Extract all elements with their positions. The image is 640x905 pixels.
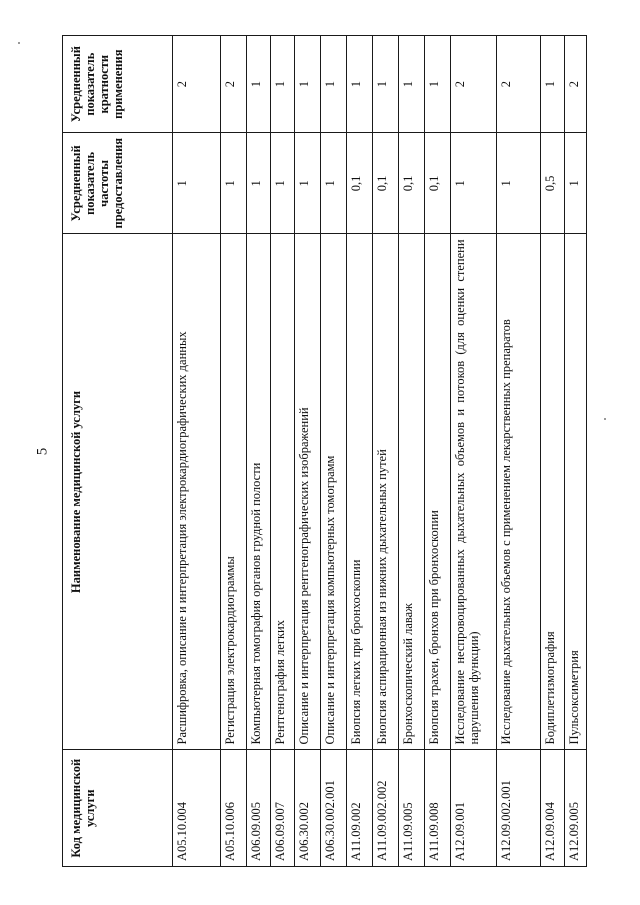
table-row <box>565 36 587 867</box>
service-code: A05.10.006 <box>221 750 247 867</box>
service-name: Биопсия аспирационная из нижних дыхательных путей <box>373 234 399 750</box>
multiplicity-value: 1 <box>373 36 399 133</box>
table-row <box>347 36 373 867</box>
multiplicity-value: 2 <box>221 36 247 133</box>
header-multiplicity: Усредненный показатель кратности применения <box>63 36 173 133</box>
multiplicity-value: 1 <box>347 36 373 133</box>
frequency-value: 1 <box>173 133 221 234</box>
service-code: A11.09.002.002 <box>373 750 399 867</box>
frequency-value: 1 <box>321 133 347 234</box>
multiplicity-value: 1 <box>295 36 321 133</box>
multiplicity-value: 2 <box>565 36 587 133</box>
frequency-value: 1 <box>451 133 497 234</box>
multiplicity-value: 2 <box>497 36 541 133</box>
table-row <box>271 36 295 867</box>
page-number: 5 <box>34 447 51 456</box>
frequency-value: 0,1 <box>399 133 425 234</box>
table-row <box>321 36 347 867</box>
frequency-value: 0,1 <box>347 133 373 234</box>
service-name: Исследование неспровоцированных дыхательных объемов и потоков (для оценки степени нарушения функции) <box>451 234 497 750</box>
service-name: Бронхоскопический лаваж <box>399 234 425 750</box>
table-row <box>497 36 541 867</box>
header-code: Код медицинской услуги <box>63 750 173 867</box>
multiplicity-value: 1 <box>271 36 295 133</box>
service-code: A11.09.008 <box>425 750 451 867</box>
table-row <box>425 36 451 867</box>
service-code: A06.30.002 <box>295 750 321 867</box>
frequency-value: 1 <box>247 133 271 234</box>
service-name: Описание и интерпретация компьютерных томограмм <box>321 234 347 750</box>
service-code: A12.09.004 <box>541 750 565 867</box>
multiplicity-value: 1 <box>321 36 347 133</box>
service-name: Расшифровка, описание и интерпретация электрокардиографических данных <box>173 234 221 750</box>
multiplicity-value: 2 <box>451 36 497 133</box>
service-name: Биопсия легких при бронхоскопии <box>347 234 373 750</box>
service-code: A11.09.002 <box>347 750 373 867</box>
service-code: A12.09.002.001 <box>497 750 541 867</box>
service-name: Компьютерная томография органов грудной полости <box>247 234 271 750</box>
table-row <box>399 36 425 867</box>
table-row <box>373 36 399 867</box>
multiplicity-value: 2 <box>173 36 221 133</box>
table-header-row <box>63 36 173 867</box>
service-name: Исследование дыхательных объемов с применением лекарственных препаратов <box>497 234 541 750</box>
scan-speck <box>18 42 20 44</box>
table-row <box>541 36 565 867</box>
service-code: A12.09.001 <box>451 750 497 867</box>
scan-speck <box>604 418 606 420</box>
service-code: A06.09.005 <box>247 750 271 867</box>
header-frequency: Усредненный показатель частоты предоставления <box>63 133 173 234</box>
table-row <box>295 36 321 867</box>
rotated-table-container <box>62 35 581 867</box>
frequency-value: 0,5 <box>541 133 565 234</box>
service-name: Пульсоксиметрия <box>565 234 587 750</box>
frequency-value: 1 <box>497 133 541 234</box>
table-row <box>221 36 247 867</box>
service-code: A06.30.002.001 <box>321 750 347 867</box>
service-code: A11.09.005 <box>399 750 425 867</box>
services-table <box>62 35 587 867</box>
multiplicity-value: 1 <box>425 36 451 133</box>
frequency-value: 1 <box>565 133 587 234</box>
table-row <box>173 36 221 867</box>
service-code: A05.10.004 <box>173 750 221 867</box>
service-name: Биопсия трахеи, бронхов при бронхоскопии <box>425 234 451 750</box>
frequency-value: 1 <box>221 133 247 234</box>
multiplicity-value: 1 <box>247 36 271 133</box>
frequency-value: 0,1 <box>425 133 451 234</box>
table-row <box>247 36 271 867</box>
frequency-value: 1 <box>271 133 295 234</box>
multiplicity-value: 1 <box>399 36 425 133</box>
table-row <box>451 36 497 867</box>
multiplicity-value: 1 <box>541 36 565 133</box>
service-name: Регистрация электрокардиограммы <box>221 234 247 750</box>
service-name: Рентгенография легких <box>271 234 295 750</box>
frequency-value: 1 <box>295 133 321 234</box>
frequency-value: 0,1 <box>373 133 399 234</box>
service-code: A12.09.005 <box>565 750 587 867</box>
header-name: Наименование медицинской услуги <box>63 234 173 750</box>
service-name: Бодиплетизмография <box>541 234 565 750</box>
service-name: Описание и интерпретация рентгенографических изображений <box>295 234 321 750</box>
service-code: A06.09.007 <box>271 750 295 867</box>
